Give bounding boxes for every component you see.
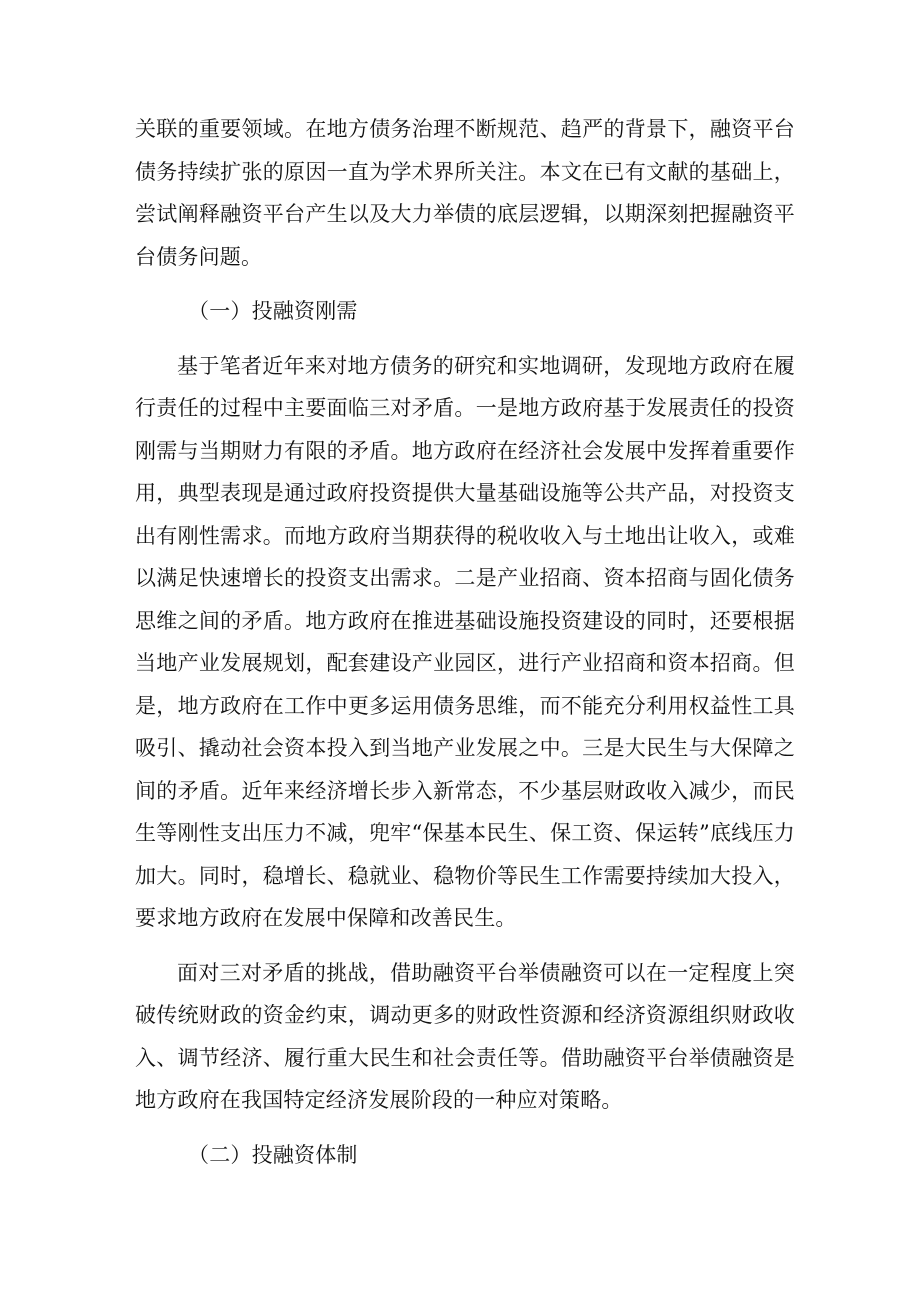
section-heading-2: （二）投融资体制: [188, 1142, 358, 1167]
paragraph-strategy: 面对三对矛盾的挑战，借助融资平台举债融资可以在一定程度上突破传统财政的资金约束，调动更多的财政性资源和经济资源组织财政收入、调节经济、履行重大民生和社会责任等。借助融资平台举债融资是地方政府在我国特定经济发展阶段的一种应对策略。: [135, 960, 795, 1112]
section-heading-1: （一）投融资刚需: [188, 299, 358, 323]
paragraph-continuation: 关联的重要领域。在地方债务治理不断规范、趋严的背景下，融资平台债务持续扩张的原因一直为学术界所关注。本文在已有文献的基础上，尝试阐释融资平台产生以及大力举债的底层逻辑，以期深刻把握融资平台债务问题。: [135, 117, 795, 269]
paragraph-contradictions: 基于笔者近年来对地方债务的研究和实地调研，发现地方政府在履行责任的过程中主要面临三对矛盾。一是地方政府基于发展责任的投资刚需与当期财力有限的矛盾。地方政府在经济社会发展中发挥着重要作用，典型表现是通过政府投资提供大量基础设施等公共产品，对投资支出有刚性需求。而地方政府当期获得的税收收入与土地出让收入，或难以满足快速增长的投资支出需求。二是产业招商、资本招商与固化债务思维之间的矛盾。地方政府在推进基础设施投资建设的同时，还要根据当地产业发展规划，配套建设产业园区，进行产业招商和资本招商。但是，地方政府在工作中更多运用债务思维，而不能充分利用权益性工具吸引、撬动社会资本投入到当地产业发展之中。三是大民生与大保障之间的矛盾。近年来经济增长步入新常态，不少基层财政收入减少，而民生等刚性支出压力不减，兜牢“保基本民生、保工资、保运转”底线压力加大。同时，稳增长、稳就业、稳物价等民生工作需要持续加大投入，要求地方政府在发展中保障和改善民生。: [135, 353, 795, 930]
document-body: [135, 108, 795, 1188]
